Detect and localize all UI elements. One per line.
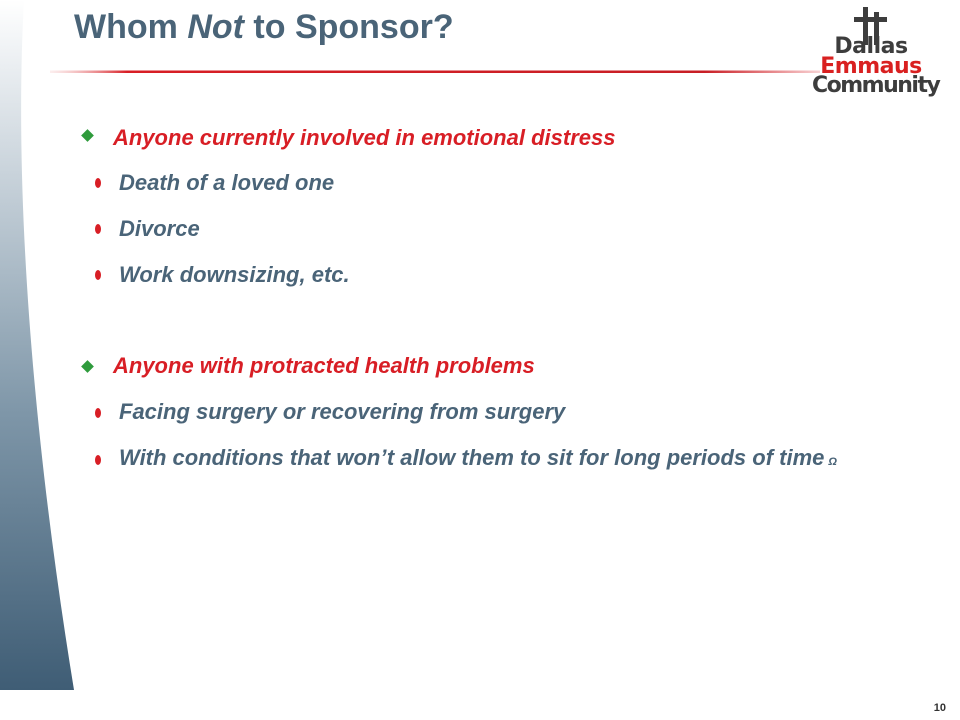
page-number: 10 [933,702,946,714]
logo-line-dallas: Dallas [834,34,908,59]
section-heading-health-problems: Anyone with protracted health problems [113,353,535,378]
section-heading-emotional-distress: Anyone currently involved in emotional distress [113,125,616,150]
slide-title: Whom Not to Sponsor? [74,8,454,46]
dot-bullet-icon [95,455,101,465]
list-item: Facing surgery or recovering from surgery [119,399,566,424]
logo-line-community: Community [812,73,940,98]
dallas-emmaus-community-logo [812,6,940,98]
dot-bullet-icon [95,178,101,188]
list-item: Death of a loved one [119,170,335,195]
title-underline-rule [50,70,820,74]
list-item: With conditions that won’t allow them to sit for long periods of time Ω [119,445,837,470]
logo-line-emmaus: Emmaus [820,54,922,79]
dot-bullet-icon [95,270,101,280]
dot-bullet-icon [95,224,101,234]
dot-bullet-icon [95,408,101,418]
list-item: Work downsizing, etc. [119,262,350,287]
left-gradient-band [0,0,80,690]
diamond-bullet-icon [81,129,94,142]
list-item: Divorce [119,216,200,241]
diamond-bullet-icon [81,360,94,373]
omega-end-mark: Ω [828,456,837,468]
